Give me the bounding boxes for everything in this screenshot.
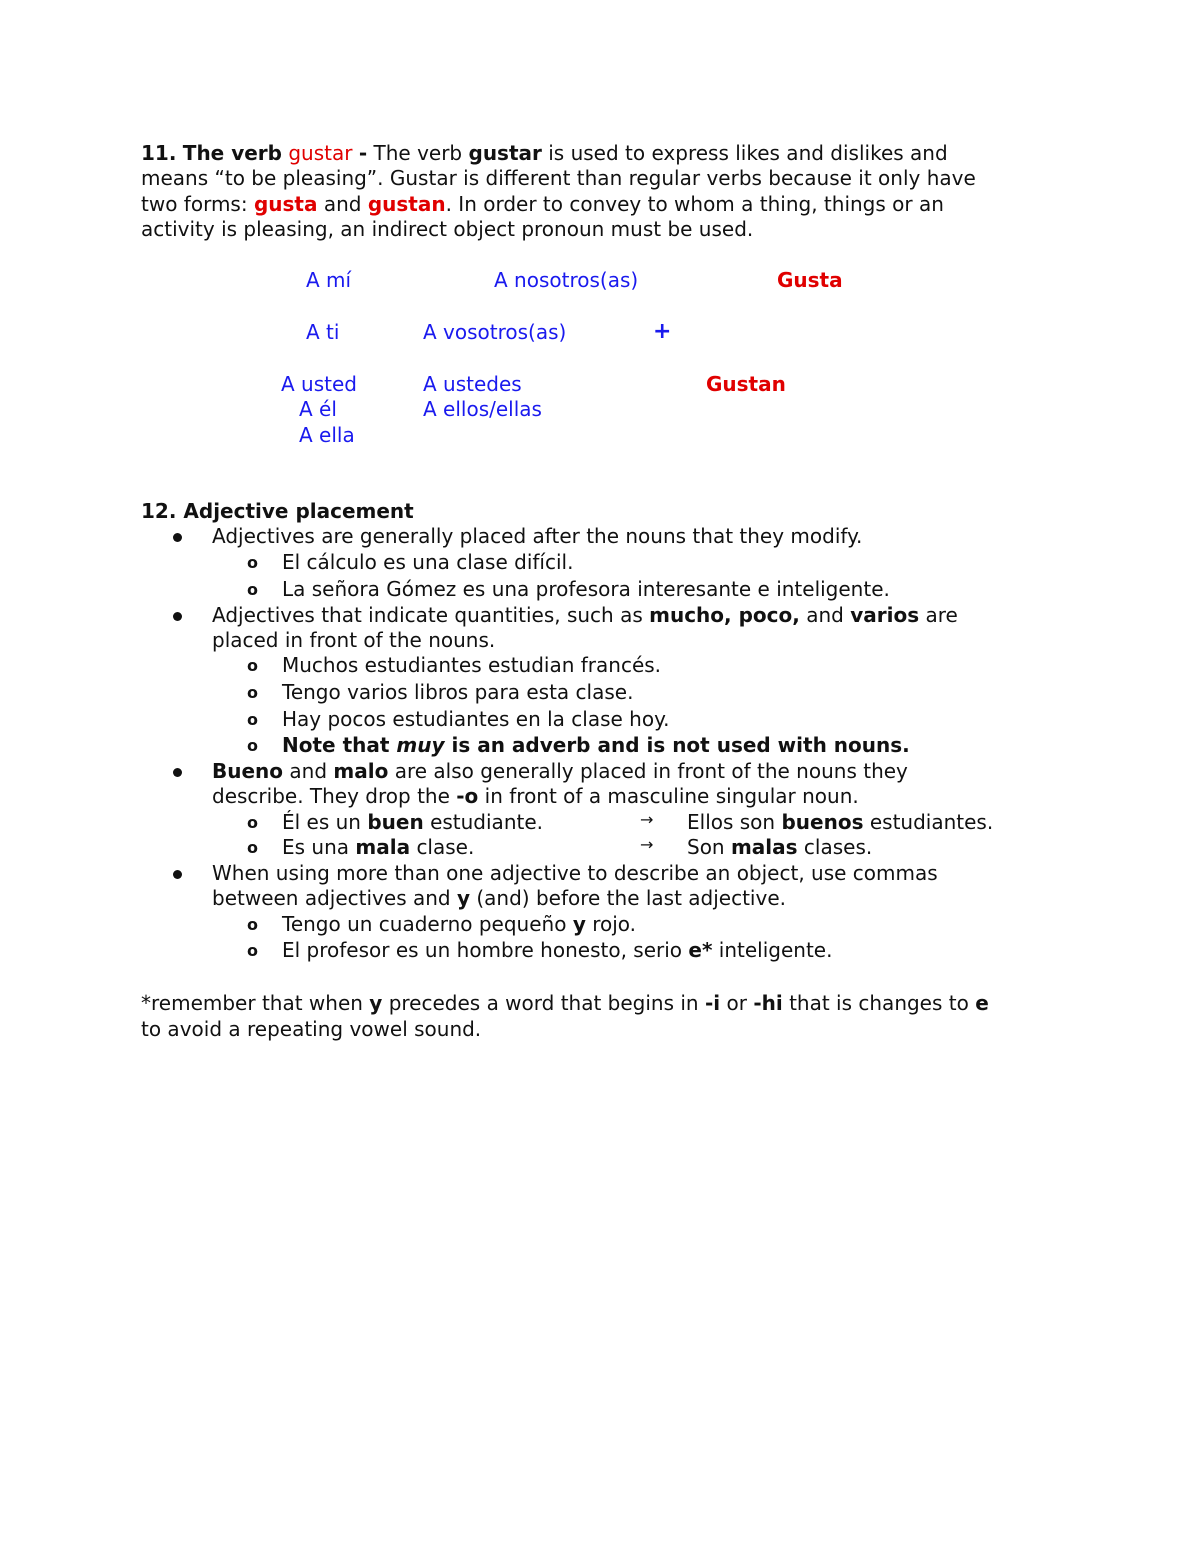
sub-bullet-icon: o [247,683,258,702]
section-title-verb: gustar [288,141,353,165]
section-12-heading: 12. Adjective placement [141,499,414,523]
sub-bullet-icon: o [247,656,258,675]
text: or [726,991,747,1015]
text: rojo. [592,912,637,936]
text: is used to express likes and dislikes and [548,141,948,165]
text: *remember that when [141,991,363,1015]
text: in front of a masculine singular noun. [484,784,859,808]
section-11-line-3 [141,192,944,218]
sub-bullet-icon: o [247,813,258,832]
section-number: 11. [141,141,177,165]
example-7-plural [687,835,872,859]
arrow-icon: → [640,810,654,829]
sub-bullet-icon: o [247,710,258,729]
pronoun-a-vosotros: A vosotros(as) [423,320,567,344]
verb-gustan: Gustan [706,372,786,396]
bullet-4-line-1: When using more than one adjective to describe an object, use commas [212,861,938,885]
emphasis: malas [730,835,798,859]
pronoun-a-nosotros: A nosotros(as) [494,268,639,292]
text: are [925,603,958,627]
emphasis: y [456,886,470,910]
emphasis: -i [704,991,721,1015]
text: and [806,603,844,627]
example-4: Tengo varios libros para esta clase. [282,680,634,704]
plus-sign: + [653,319,672,344]
bullet-1-text: Adjectives are generally placed after the nouns that they modify. [212,524,863,548]
emphasis: mucho, poco, [649,603,800,627]
bullet-2-line-2: placed in front of the nouns. [212,628,496,652]
text: describe. They drop the [212,784,450,808]
form-gustan: gustan [367,192,446,216]
emphasis: buen [367,810,424,834]
title-dash: - [358,141,368,165]
sub-bullet-icon: o [247,941,258,960]
emphasis: Bueno [212,759,284,783]
pronoun-a-mi: A mí [306,268,352,292]
section-11-line-2: means “to be pleasing”. Gustar is different than regular verbs because it only have [141,166,976,190]
example-3: Muchos estudiantes estudian francés. [282,653,662,677]
section-11-line-1 [141,141,948,167]
text: precedes a word that begins in [388,991,699,1015]
sub-bullet-icon: o [247,580,258,599]
pronoun-a-usted: A usted [281,372,357,396]
emphasis: y [572,912,586,936]
verb-gusta: Gusta [777,268,843,292]
emphasis: -o [456,784,479,808]
footnote-line-2: to avoid a repeating vowel sound. [141,1017,482,1041]
text: Son [687,835,725,859]
example-8 [282,912,636,936]
text: are also generally placed in front of the nouns they [394,759,908,783]
text: between adjectives and [212,886,451,910]
example-2: La señora Gómez es una profesora interesante e inteligente. [282,577,890,601]
bullet-4-line-2 [212,886,786,910]
sub-bullet-icon: o [247,736,258,755]
pronoun-a-ustedes: A ustedes [423,372,522,396]
text: two forms: [141,192,248,216]
text: that is changes to [789,991,969,1015]
text: Tengo un cuaderno pequeño [282,912,567,936]
example-6-plural [687,810,993,834]
emphasis: muy [396,733,445,757]
example-9 [282,938,832,962]
emphasis: e* [688,938,713,962]
pronoun-a-ellos: A ellos/ellas [423,397,542,421]
emphasis: buenos [781,810,864,834]
text: The verb [373,141,463,165]
text: El profesor es un hombre honesto, serio [282,938,683,962]
text: Adjectives that indicate quantities, such as [212,603,643,627]
bullet-icon [173,533,182,542]
arrow-icon: → [640,835,654,854]
text: is an adverb and is not used with nouns. [451,733,910,757]
emphasis: varios [850,603,920,627]
emphasis: y [369,991,383,1015]
bullet-2-line-1 [212,603,958,627]
pronoun-a-ella: A ella [299,423,355,447]
form-gusta: gusta [253,192,318,216]
emphasis: gustar [468,141,542,165]
emphasis: -hi [753,991,783,1015]
sub-bullet-icon: o [247,553,258,572]
example-6 [282,810,543,834]
pronoun-a-ti: A ti [306,320,340,344]
text: inteligente. [718,938,833,962]
text: . In order to convey to whom a thing, things or an [445,192,944,216]
text: and [289,759,328,783]
footnote-line-1 [141,991,989,1015]
text: Es una [282,835,350,859]
text: Él es un [282,810,361,834]
text: Ellos son [687,810,776,834]
section-11-line-4: activity is pleasing, an indirect object pronoun must be used. [141,217,754,241]
emphasis: malo [333,759,389,783]
bullet-3-line-1 [212,759,908,783]
example-1: El cálculo es una clase difícil. [282,550,574,574]
text: estudiante. [430,810,543,834]
sub-bullet-icon: o [247,838,258,857]
bullet-icon [173,870,182,879]
text: estudiantes. [869,810,994,834]
text: clase. [416,835,475,859]
example-7 [282,835,474,859]
text: clases. [803,835,873,859]
text: (and) before the last adjective. [476,886,786,910]
emphasis: mala [355,835,411,859]
pronoun-a-el: A él [299,397,337,421]
emphasis: e [975,991,989,1015]
text: Note that [282,733,390,757]
note-muy [282,733,910,757]
text: and [323,192,362,216]
example-5: Hay pocos estudiantes en la clase hoy. [282,707,670,731]
bullet-icon [173,612,182,621]
sub-bullet-icon: o [247,915,258,934]
bullet-3-line-2 [212,784,859,808]
section-title: The verb [182,141,282,165]
bullet-icon [173,768,182,777]
